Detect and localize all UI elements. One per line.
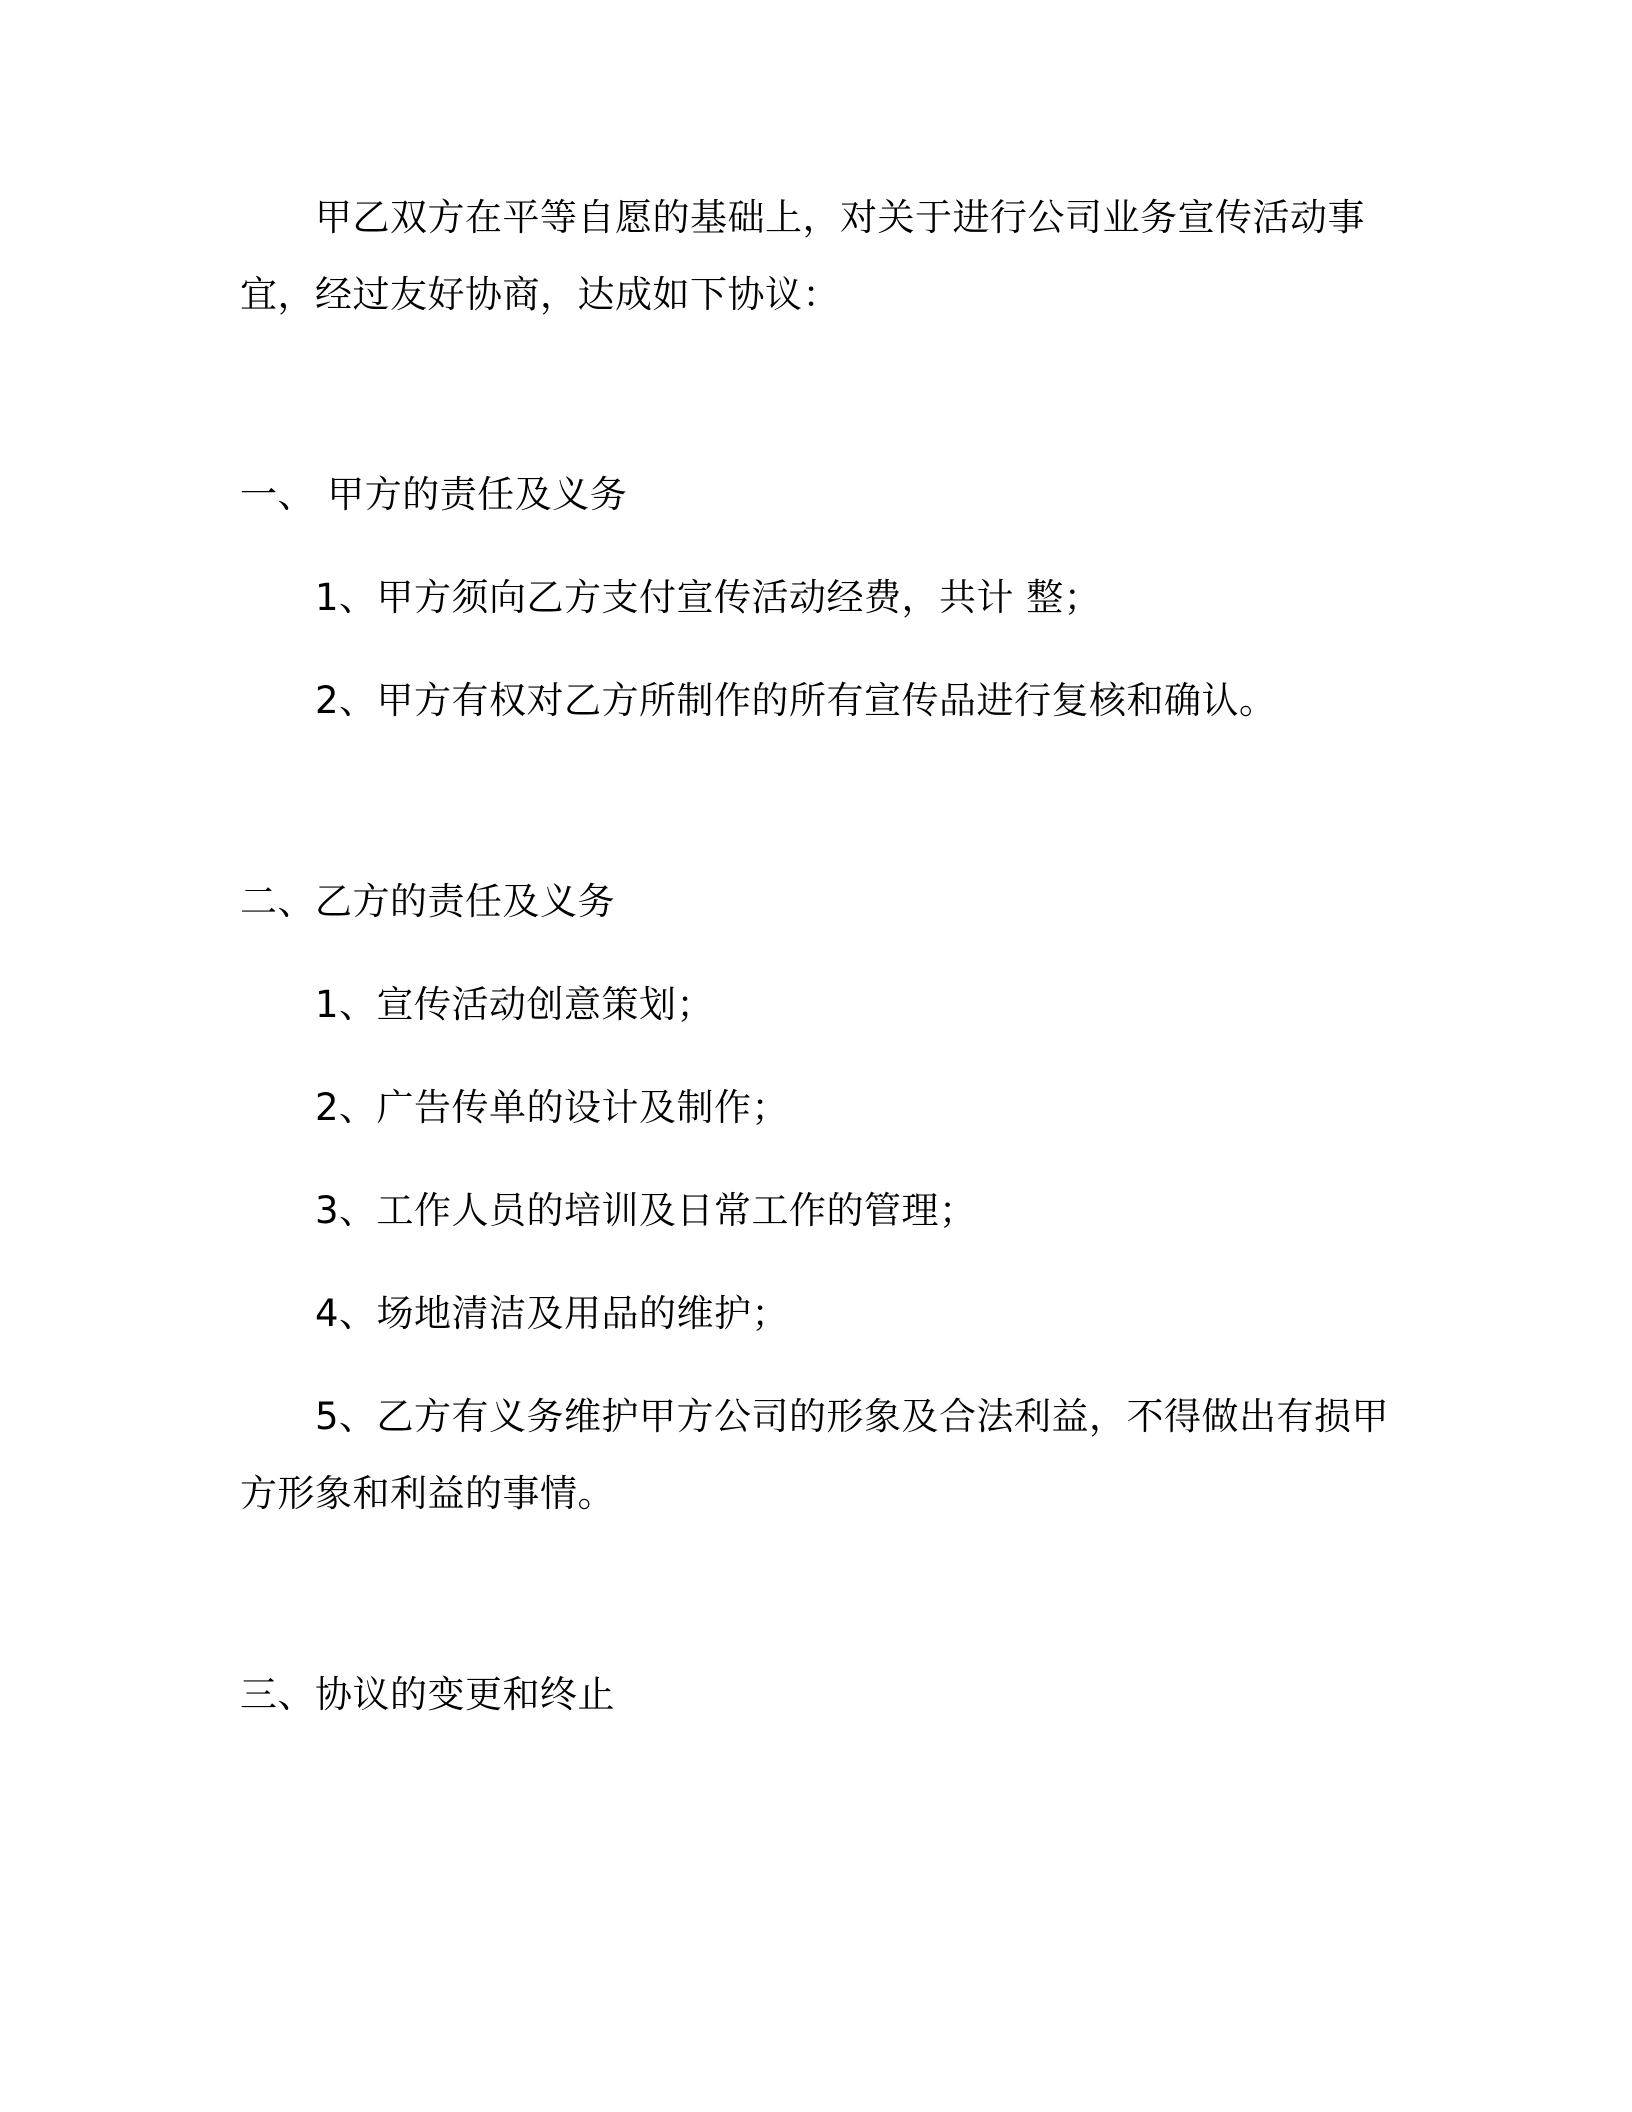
section-2-item-1: 1、宣传活动创意策划； bbox=[315, 983, 715, 1026]
section-1-item-1: 1、甲方须向乙方支付宣传活动经费，共计 整； bbox=[315, 576, 1102, 619]
section-3-heading: 三、协议的变更和终止 bbox=[240, 1673, 615, 1716]
section-2-item-2: 2、广告传单的设计及制作； bbox=[315, 1086, 790, 1129]
section-2-item-3: 3、工作人员的培训及日常工作的管理； bbox=[315, 1189, 977, 1232]
section-2-item-5-continuation: 方形象和利益的事情。 bbox=[240, 1472, 615, 1515]
section-1-item-2: 2、甲方有权对乙方所制作的所有宣传品进行复核和确认。 bbox=[315, 679, 1277, 722]
section-2-heading: 二、乙方的责任及义务 bbox=[240, 880, 615, 923]
section-2-item-5: 5、乙方有义务维护甲方公司的形象及合法利益，不得做出有损甲 bbox=[315, 1395, 1390, 1438]
section-2-item-4: 4、场地清洁及用品的维护； bbox=[315, 1292, 790, 1335]
section-1-heading: 一、 甲方的责任及义务 bbox=[240, 473, 628, 516]
intro-paragraph-line-1: 甲乙双方在平等自愿的基础上，对关于进行公司业务宣传活动事 bbox=[315, 196, 1365, 239]
intro-paragraph-line-2: 宜，经过友好协商，达成如下协议： bbox=[240, 273, 840, 316]
